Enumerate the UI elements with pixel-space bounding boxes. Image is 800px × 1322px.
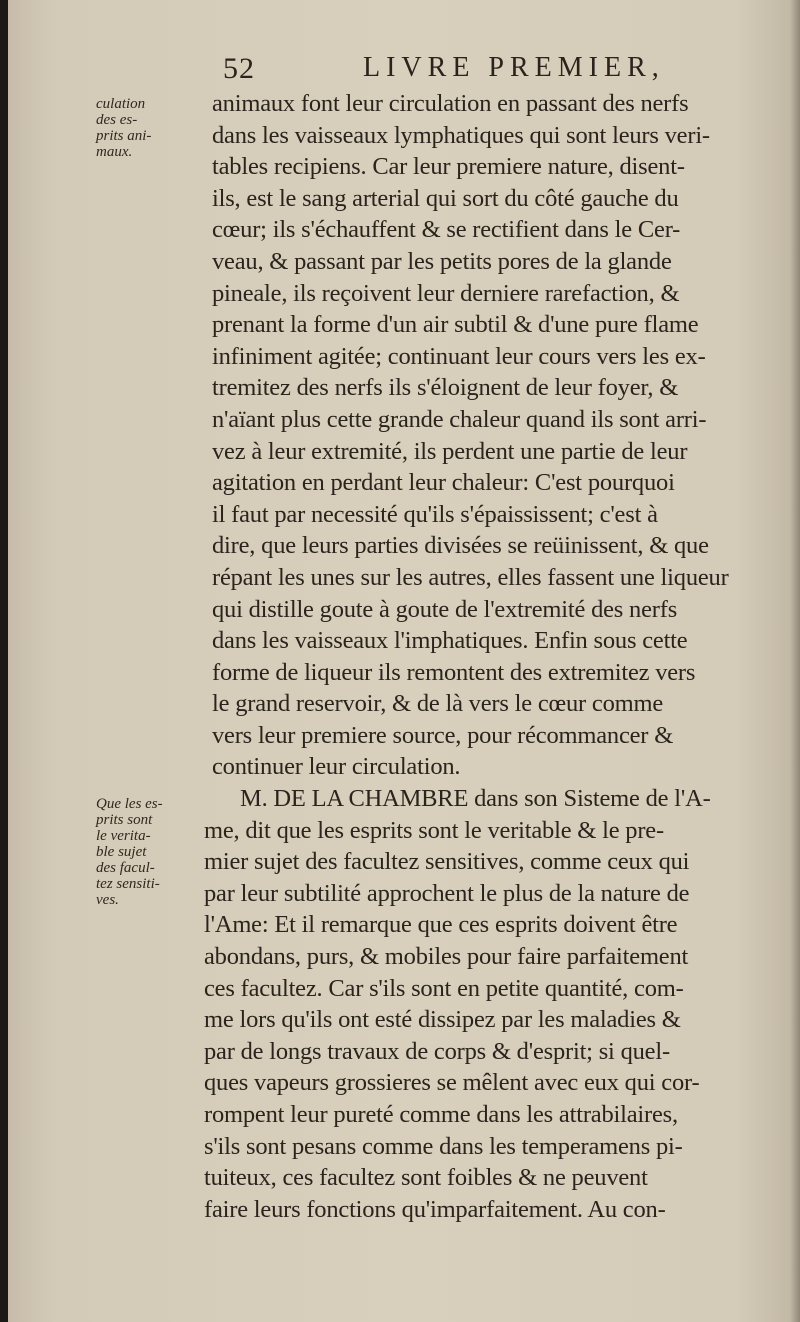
text-line: me, dit que les esprits sont le veritable & le pre- — [204, 816, 664, 844]
text-line: l'Ame: Et il remarque que ces esprits doivent être — [204, 911, 678, 939]
text-line: répant les unes sur les autres, elles fassent une liqueur — [212, 563, 729, 591]
text-line: tuiteux, ces facultez sont foibles & ne peuvent — [204, 1164, 648, 1192]
text-line: animaux font leur circulation en passant des nerfs — [212, 90, 689, 117]
margin-note-line: culation — [96, 96, 146, 112]
margin-note-line: Que les es- — [96, 796, 163, 812]
margin-note-line: prits ani- — [96, 128, 152, 144]
text-line: me lors qu'ils ont esté dissipez par les maladies & — [204, 1006, 681, 1034]
text-line: forme de liqueur ils remontent des extremitez vers — [212, 658, 696, 686]
text-line: continuer leur circulation. — [212, 753, 461, 781]
text-line: ils, est le sang arterial qui sort du côté gauche du — [212, 184, 679, 212]
margin-note-line: des es- — [96, 112, 138, 128]
text-line: ces facultez. Car s'ils sont en petite quantité, com- — [204, 974, 684, 1002]
gutter-shadow — [790, 0, 800, 1322]
margin-note-line: ble sujet — [96, 844, 147, 860]
text-line: faire leurs fonctions qu'imparfaitement. Au con- — [204, 1195, 666, 1223]
text-line: le grand reservoir, & de là vers le cœur comme — [212, 690, 664, 718]
text-line: vers leur premiere source, pour récommancer & — [212, 721, 674, 749]
text-line: vez à leur extremité, ils perdent une partie de leur — [212, 437, 688, 465]
text-line: veau, & passant par les petits pores de la glande — [212, 247, 672, 275]
margin-note-line: des facul- — [96, 860, 155, 876]
margin-note-line: ves. — [96, 892, 119, 908]
text-line: il faut par necessité qu'ils s'épaississent; c'est à — [212, 500, 658, 528]
text-line: s'ils sont pesans comme dans les temperamens pi- — [204, 1132, 683, 1160]
text-line: dans les vaisseaux lymphatiques qui sont leurs veri- — [212, 121, 710, 149]
text-line: n'aïant plus cette grande chaleur quand ils sont arri- — [212, 405, 707, 433]
margin-note-esprits-sujet — [96, 796, 206, 908]
body-text — [204, 88, 789, 1225]
page-number: 52 — [223, 52, 255, 85]
margin-note-circulation — [96, 96, 206, 160]
text-line: dans les vaisseaux l'imphatiques. Enfin sous cette — [212, 627, 688, 655]
text-line: par leur subtilité approchent le plus de la nature de — [204, 879, 690, 907]
text-line: dire, que leurs parties divisées se reüinissent, & que — [212, 532, 709, 560]
text-line: pineale, ils reçoivent leur derniere rarefaction, & — [212, 279, 680, 307]
text-line: agitation en perdant leur chaleur: C'est pourquoi — [212, 469, 675, 497]
text-line: tables recipiens. Car leur premiere nature, disent- — [212, 153, 685, 181]
text-line: abondans, purs, & mobiles pour faire parfaitement — [204, 943, 689, 971]
running-title: LIVRE PREMIER, — [363, 52, 665, 83]
text-line: qui distille goute à goute de l'extremité des nerfs — [212, 595, 678, 623]
margin-note-line: prits sont — [96, 812, 153, 828]
book-page — [8, 0, 800, 1322]
text-line: prenant la forme d'un air subtil & d'une pure flame — [212, 311, 699, 339]
text-line: infiniment agitée; continuant leur cours vers les ex- — [212, 342, 706, 370]
text-line: rompent leur pureté comme dans les attrabilaires, — [204, 1101, 678, 1128]
text-line: tremitez des nerfs ils s'éloignent de leur foyer, & — [212, 374, 679, 402]
text-line: cœur; ils s'échauffent & se rectifient dans le Cer- — [212, 216, 681, 244]
margin-note-line: maux. — [96, 144, 133, 160]
margin-note-line: tez sensiti- — [96, 876, 160, 892]
margin-note-line: le verita- — [96, 828, 151, 844]
text-line: ques vapeurs grossieres se mêlent avec eux qui cor- — [204, 1069, 700, 1097]
text-line: mier sujet des facultez sensitives, comme ceux qui — [204, 848, 690, 876]
text-line: par de longs travaux de corps & d'esprit; si quel- — [204, 1037, 670, 1065]
text-line: M. DE LA CHAMBRE dans son Sisteme de l'A- — [240, 785, 711, 813]
